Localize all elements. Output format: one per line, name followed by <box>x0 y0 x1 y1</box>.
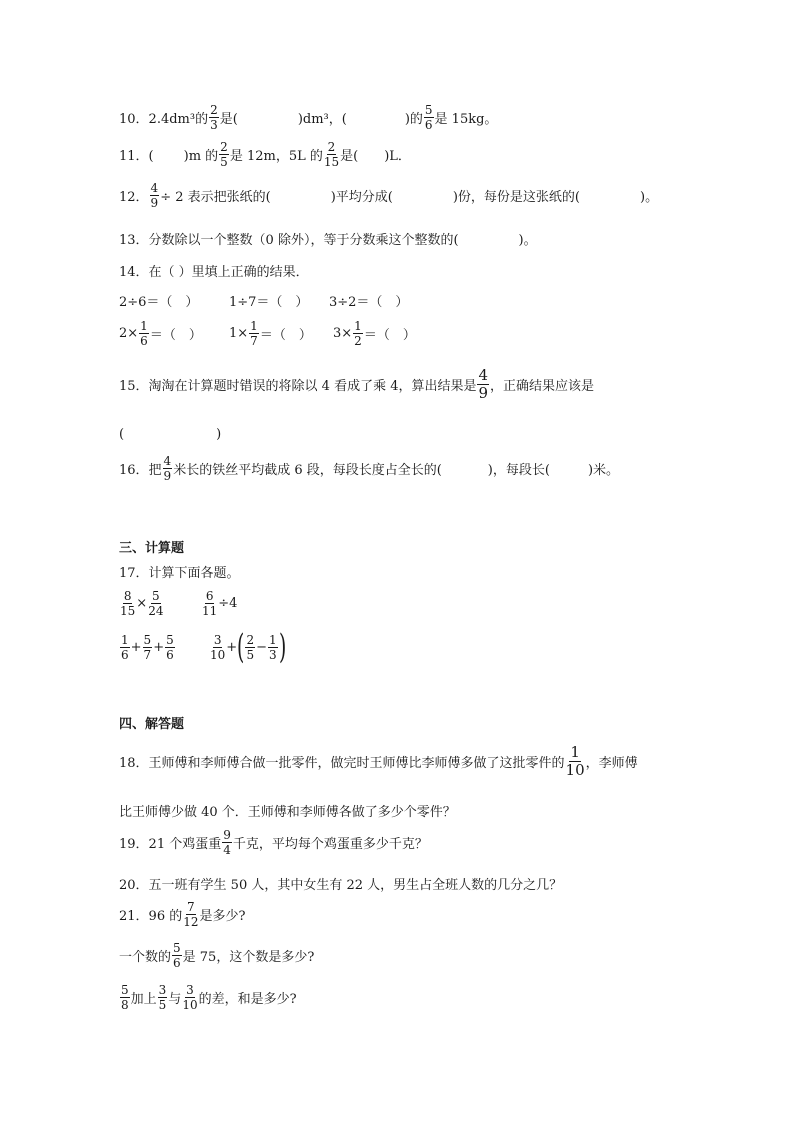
fraction: $\frac{5}{6}$ <box>424 103 433 132</box>
text: 13．分数除以一个整数（0 除外），等于分数乘这个整数的( <box>119 233 459 248</box>
text: )平均分成( <box>330 190 393 205</box>
text: )米。 <box>587 463 620 478</box>
text: 17．计算下面各题。 <box>119 566 240 581</box>
fraction: $\frac{1}{6}$ <box>140 319 148 348</box>
fraction: $\frac{7}{12}$ <box>183 900 199 929</box>
text: 加上 <box>130 992 157 1007</box>
fraction: $\frac{1}{2}$ <box>354 319 362 348</box>
question-19 <box>119 829 428 856</box>
fraction: $\frac{3}{10}$ <box>182 983 198 1012</box>
text: )份，每份是这张纸的( <box>452 190 581 205</box>
fraction: $\frac{5}{8}$ <box>121 983 129 1012</box>
fraction: $\frac{2}{3}$ <box>210 103 218 132</box>
question-18 <box>119 745 638 778</box>
text: 是( <box>340 149 359 164</box>
text: )，每段长( <box>487 463 550 478</box>
calc-expression-2: $\frac{6}{11}$ ÷4 <box>202 589 238 618</box>
question-16 <box>119 455 619 482</box>
paren: ) <box>216 427 222 442</box>
text: ，李师傅 <box>585 756 638 771</box>
text: 是( <box>219 112 238 127</box>
text: 的差，和是多少? <box>198 992 297 1007</box>
question-21-part2 <box>119 942 314 969</box>
calc-row-1 <box>119 590 237 617</box>
fraction: $\frac{4}{9}$ <box>163 454 172 483</box>
text: 21．96 的 <box>119 909 183 924</box>
expression: 1× $\frac{1}{7}$ ＝（ ） <box>229 319 312 348</box>
fraction: $\frac{2}{15}$ <box>323 140 340 169</box>
text: )L． <box>384 149 411 164</box>
question-14-row2 <box>119 320 416 347</box>
text: 是多少? <box>199 909 246 924</box>
text: 18．王师傅和李师傅合做一批零件，做完时王师傅比李师傅多做了这批零件的 <box>119 756 565 771</box>
question-13 <box>119 229 537 248</box>
question-21-part3 <box>119 984 297 1011</box>
paren: ( <box>119 427 125 442</box>
text: 比王师傅少做 40 个．王师傅和李师傅各做了多少个零件？ <box>119 805 456 820</box>
text: 15．淘淘在计算题时错误的将除以 4 看成了乘 4，算出结果是 <box>119 379 477 394</box>
fraction: $\frac{1}{7}$ <box>250 319 258 348</box>
question-15 <box>119 368 594 401</box>
text: )dm³，( <box>297 112 347 127</box>
text: 20．五一班有学生 50 人，其中女生有 22 人，男生占全班人数的几分之几？ <box>119 878 563 893</box>
question-number: 16．把 <box>119 463 162 478</box>
calc-expression-1: $\frac{8}{15}$ × $\frac{5}{24}$ <box>120 589 164 618</box>
fraction: $\frac{5}{6}$ <box>173 941 181 970</box>
question-17 <box>119 562 240 581</box>
question-number: 11．( <box>119 149 154 164</box>
text: 是 12m，5L 的 <box>229 149 323 164</box>
question-14-row1 <box>119 291 408 310</box>
question-number: 12． <box>119 190 149 205</box>
fraction: $\frac{9}{4}$ <box>223 828 231 857</box>
question-12 <box>119 182 658 209</box>
section-title-word-problems: 四、解答题 <box>119 717 185 732</box>
expression: 1÷7＝（ ） <box>229 295 309 310</box>
text: 米长的铁丝平均截成 6 段，每段长度占全长的( <box>173 463 442 478</box>
text: 千克，平均每个鸡蛋重多少千克？ <box>232 837 428 852</box>
text: 与 <box>168 992 182 1007</box>
text: 是 15kg。 <box>434 112 498 127</box>
text: )的 <box>404 112 423 127</box>
expression: 2× $\frac{1}{6}$ ＝（ ） <box>119 319 202 348</box>
question-20 <box>119 874 562 893</box>
question-14-title <box>119 261 309 280</box>
calc-row-2 <box>119 627 286 667</box>
question-number: 10． <box>119 112 149 127</box>
text: 2.4dm³的 <box>148 112 209 127</box>
text: )。 <box>640 190 659 205</box>
text: 14．在（ ）里填上正确的结果． <box>119 265 309 280</box>
question-11 <box>119 141 411 168</box>
calc-expression-4: $\frac{3}{10}$ + ( $\frac{2}{5}$ − $\frac{1}{3}$ ) <box>210 627 286 667</box>
question-18-line2 <box>119 801 456 820</box>
expression: 3÷2＝（ ） <box>329 295 409 310</box>
expression: 3× $\frac{1}{2}$ ＝（ ） <box>333 319 416 348</box>
text: ÷ 2 表示把张纸的( <box>160 190 271 205</box>
fraction: $\frac{4}{9}$ <box>478 366 489 402</box>
text: 19．21 个鸡蛋重 <box>119 837 222 852</box>
fraction: $\frac{2}{5}$ <box>220 140 228 169</box>
expression: 2÷6＝（ ） <box>119 295 199 310</box>
text: )。 <box>518 233 537 248</box>
question-21 <box>119 901 245 928</box>
text: 一个数的 <box>119 950 172 965</box>
text: )m 的 <box>183 149 219 164</box>
text: 是 75，这个数是多少? <box>182 950 315 965</box>
text: ，正确结果应该是 <box>490 379 595 394</box>
question-10 <box>119 104 497 131</box>
fraction: $\frac{3}{5}$ <box>158 983 167 1012</box>
fraction: $\frac{4}{9}$ <box>150 181 159 210</box>
calc-expression-3: $\frac{1}{6}$ + $\frac{5}{7}$ + $\frac{5}{6}$ <box>121 632 174 662</box>
fraction: $\frac{1}{10}$ <box>565 743 585 779</box>
section-title-calculation: 三、计算题 <box>119 541 185 556</box>
question-15-answer <box>119 427 221 442</box>
